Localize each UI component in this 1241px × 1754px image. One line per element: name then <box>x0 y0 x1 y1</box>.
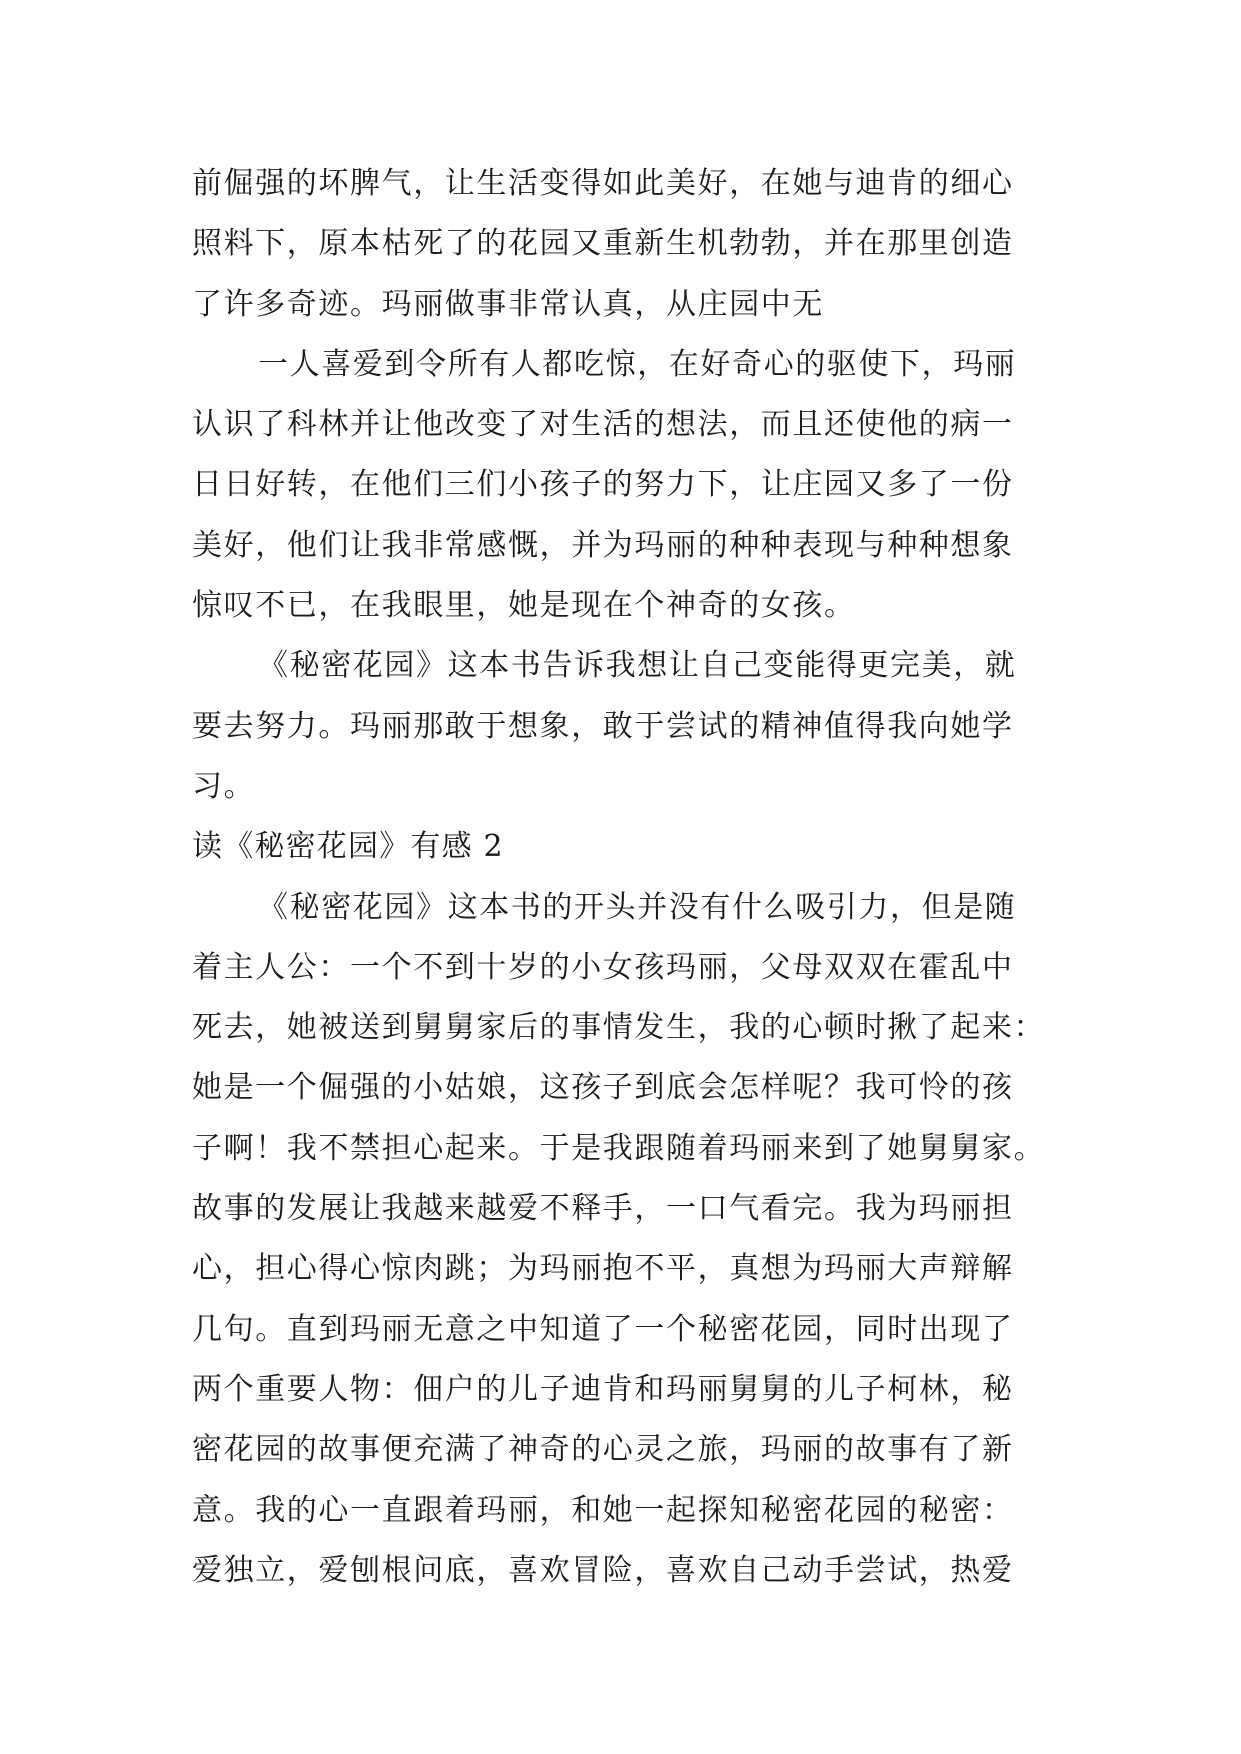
text-line: 爱独立，爱刨根问底，喜欢冒险，喜欢自己动手尝试，热爱 <box>192 1552 1014 1588</box>
text-line: 密花园的故事便充满了神奇的心灵之旅，玛丽的故事有了新 <box>192 1432 1014 1468</box>
text-line: 《秘密花园》这本书的开头并没有什么吸引力，但是随 <box>258 889 1017 925</box>
document-body <box>192 154 1072 1601</box>
text-line: 《秘密花园》这本书告诉我想让自己变能得更完美，就 <box>258 648 1017 684</box>
text-line: 几句。直到玛丽无意之中知道了一个秘密花园，同时出现了 <box>192 1311 1014 1347</box>
section-heading: 读《秘密花园》有感 2 <box>192 829 504 865</box>
text-line: 习。 <box>192 768 256 804</box>
text-line: 照料下，原本枯死了的花园又重新生机勃勃，并在那里创造 <box>192 226 1014 262</box>
text-line: 要去努力。玛丽那敢于想象，敢于尝试的精神值得我向她学 <box>192 708 1014 744</box>
text-line: 心，担心得心惊肉跳；为玛丽抱不平，真想为玛丽大声辩解 <box>192 1251 1014 1287</box>
text-line: 了许多奇迹。玛丽做事非常认真，从庄园中无 <box>192 286 824 322</box>
text-line: 前倔强的坏脾气，让生活变得如此美好，在她与迪肯的细心 <box>192 166 1014 201</box>
text-line: 惊叹不已，在我眼里，她是现在个神奇的女孩。 <box>192 588 856 624</box>
text-line: 子啊！我不禁担心起来。于是我跟随着玛丽来到了她舅舅家。 <box>192 1130 1046 1166</box>
text-line: 故事的发展让我越来越爱不释手，一口气看完。我为玛丽担 <box>192 1191 1014 1227</box>
text-line: 一人喜爱到令所有人都吃惊，在好奇心的驱使下，玛丽 <box>258 346 1017 382</box>
text-line: 她是一个倔强的小姑娘，这孩子到底会怎样呢？我可怜的孩 <box>192 1070 1014 1106</box>
text-line: 死去，她被送到舅舅家后的事情发生，我的心顿时揪了起来： <box>192 1010 1046 1046</box>
text-line: 两个重要人物：佃户的儿子迪肯和玛丽舅舅的儿子柯林，秘 <box>192 1371 1014 1407</box>
text-line: 美好，他们让我非常感慨，并为玛丽的种种表现与种种想象 <box>192 527 1014 563</box>
text-line: 意。我的心一直跟着玛丽，和她一起探知秘密花园的秘密： <box>192 1492 1014 1528</box>
text-line: 日日好转，在他们三们小孩子的努力下，让庄园又多了一份 <box>192 467 1014 503</box>
text-line: 认识了科林并让他改变了对生活的想法，而且还使他的病一 <box>192 407 1014 443</box>
text-line: 着主人公：一个不到十岁的小女孩玛丽，父母双双在霍乱中 <box>192 949 1014 985</box>
